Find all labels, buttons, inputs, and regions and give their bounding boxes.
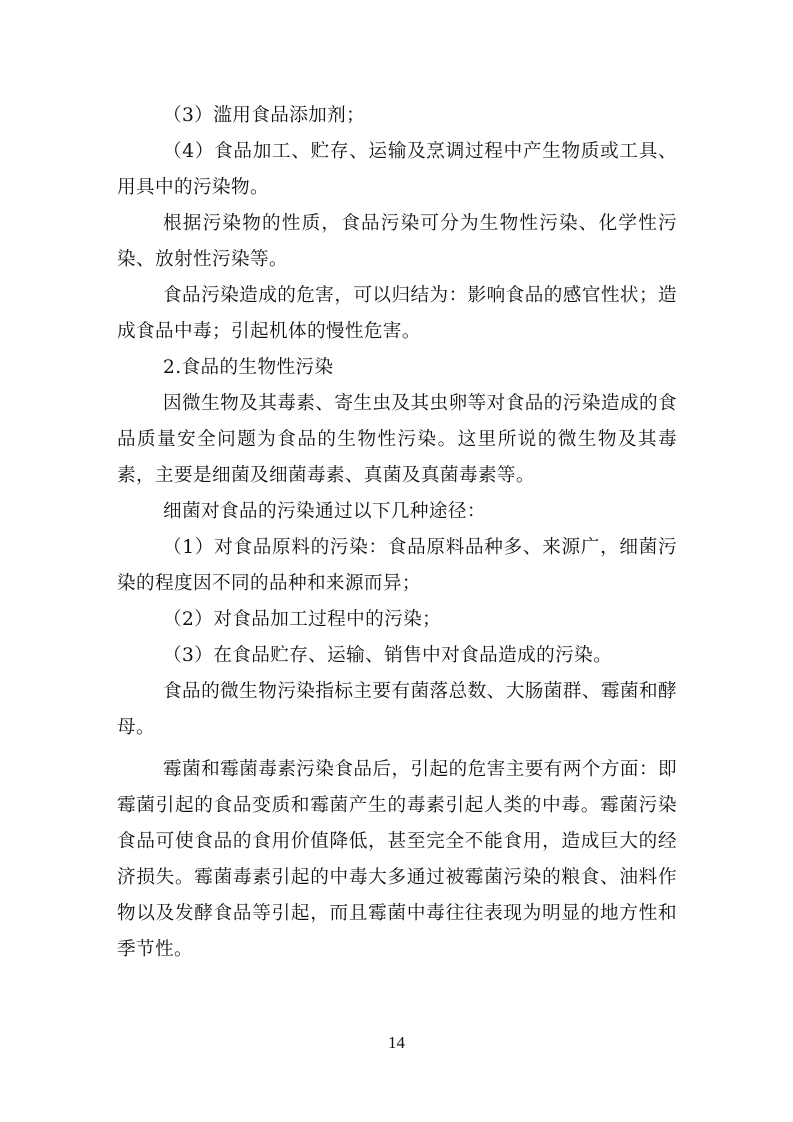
section-heading-biological-pollution: 2.食品的生物性污染 <box>163 357 334 378</box>
paragraph-pollution-harm: 食品污染造成的危害，可以归结为：影响食品的感官性状；造成食品中毒；引起机体的慢性危害。 <box>117 285 677 342</box>
paragraph-mold-harm: 霉菌和霉菌毒素污染食品后，引起的危害主要有两个方面：即霉菌引起的食品变质和霉菌产生的毒素引起人类的中毒。霉菌污染食品可使食品的食用价值降低，甚至完全不能食用，造成巨大的经济损失。霉菌毒素引起的中毒大多通过被霉菌污染的粮食、油料作物以及发酵食品等引起，而且霉菌中毒往往表现为明显的地方性和季节性。 <box>117 759 677 960</box>
paragraph-route-3-storage: （3）在食品贮存、运输、销售中对食品造成的污染。 <box>163 645 613 666</box>
paragraph-pollution-types: 根据污染物的性质，食品污染可分为生物性污染、化学性污染、放射性污染等。 <box>117 213 677 270</box>
paragraph-item-3-additives: （3）滥用食品添加剂； <box>163 105 366 126</box>
paragraph-microbial-indicators: 食品的微生物污染指标主要有菌落总数、大肠菌群、霉菌和酵母。 <box>117 681 677 738</box>
paragraph-biological-definition: 因微生物及其毒素、寄生虫及其虫卵等对食品的污染造成的食品质量安全问题为食品的生物性污染。这里所说的微生物及其毒素，主要是细菌及细菌毒素、真菌及真菌毒素等。 <box>117 393 677 486</box>
page-number: 14 <box>388 1033 405 1052</box>
paragraph-bacteria-routes-intro: 细菌对食品的污染通过以下几种途径： <box>163 501 486 522</box>
body-text <box>117 98 677 968</box>
paragraph-route-1-raw-materials: （1）对食品原料的污染：食品原料品种多、来源广，细菌污染的程度因不同的品种和来源而异； <box>117 537 677 594</box>
paragraph-item-4-processing: （4）食品加工、贮存、运输及烹调过程中产生物质或工具、用具中的污染物。 <box>117 141 677 198</box>
paragraph-route-2-processing: （2）对食品加工过程中的污染； <box>163 609 442 630</box>
